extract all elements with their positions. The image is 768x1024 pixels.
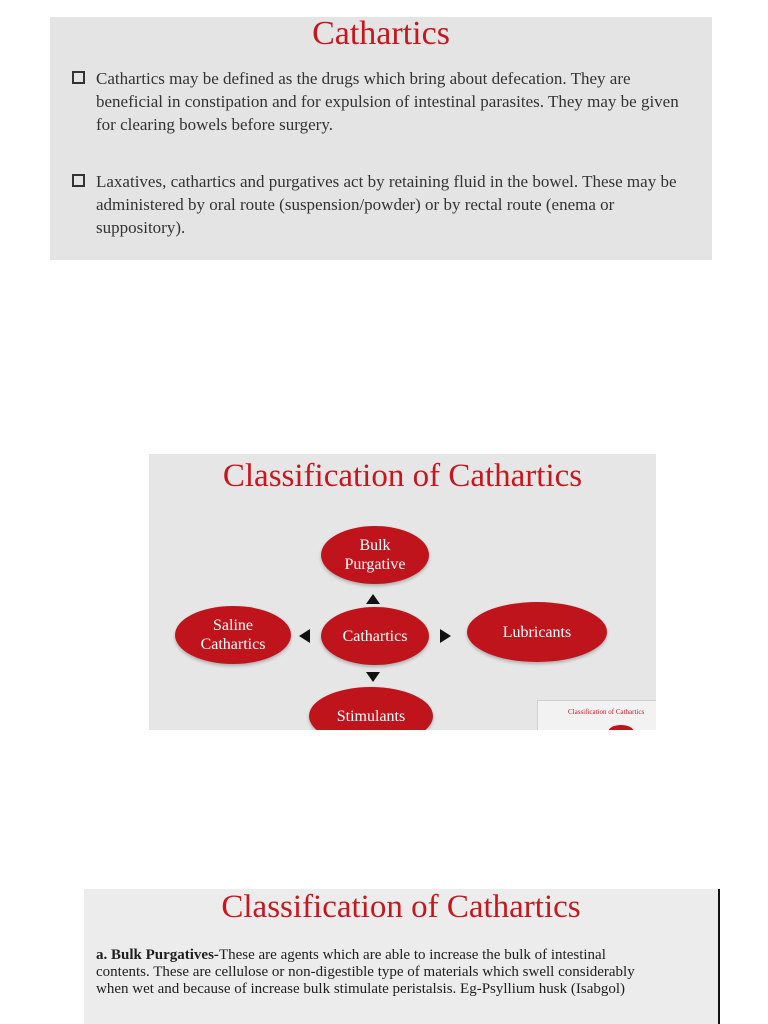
slide-title: Cathartics — [312, 17, 450, 52]
node-label: Purgative — [344, 556, 406, 573]
node-label: Cathartics — [200, 636, 266, 653]
bullet-text: Laxatives, cathartics and purgatives act by retaining fluid in the bowel. These may be administered by oral route (suspension/powder) or by rectal route (enema or suppository). — [96, 172, 677, 237]
arrow-right-icon — [440, 629, 451, 643]
checkbox-bullet-icon — [72, 71, 85, 84]
node-label: Saline — [213, 617, 253, 634]
slide-thumbnail-preview — [537, 700, 656, 730]
node-label: Cathartics — [342, 627, 408, 645]
checkbox-bullet-icon — [72, 174, 85, 187]
node-cathartics-center — [321, 607, 429, 665]
slide-edge-divider — [718, 889, 720, 1024]
node-label: Stimulants — [336, 708, 406, 725]
node-stimulants — [309, 687, 433, 730]
slide-title: Classification of Cathartics — [222, 458, 583, 494]
node-bulk-purgative — [321, 526, 429, 584]
item-text: These are agents which are able to increase the bulk of intestinal contents. These are cellulose or non-digestible type of materials which swell considerably when wet and because of increase bulk stimulate peristalsis. Eg-Psyllium husk (Isabgol) — [96, 947, 635, 997]
slide-classification-text — [84, 889, 718, 1024]
slide-classification-diagram — [149, 454, 656, 730]
thumbnail-title: Classification of Cathartics — [568, 708, 645, 716]
item-label: a. Bulk Purgatives- — [96, 947, 219, 963]
arrow-left-icon — [299, 629, 310, 643]
node-lubricants — [467, 602, 607, 662]
slide-title: Classification of Cathartics — [221, 889, 581, 925]
arrow-up-icon — [366, 594, 380, 604]
slide-cathartics-definition — [50, 17, 712, 260]
arrow-down-icon — [366, 672, 380, 682]
thumbnail-oval — [608, 725, 634, 730]
bullet-item — [72, 67, 692, 136]
node-label: Lubricants — [502, 623, 572, 641]
bullet-text: Cathartics may be defined as the drugs which bring about defecation. They are beneficial in constipation and for expulsion of intestinal parasites. They may be given for clearing bowels before surgery. — [96, 69, 679, 134]
node-saline-cathartics — [175, 606, 291, 664]
bullet-item — [72, 170, 692, 239]
node-label: Bulk — [359, 537, 391, 554]
classification-paragraph — [96, 947, 656, 998]
